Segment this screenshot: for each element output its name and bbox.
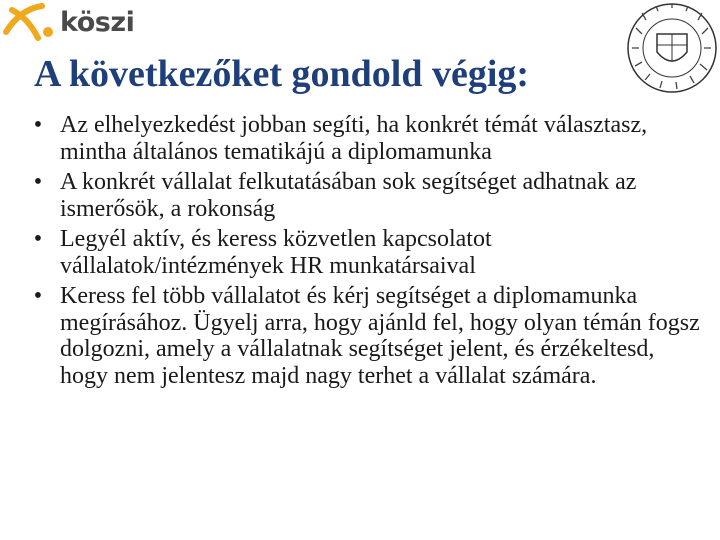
slide-title: A következőket gondold végig: xyxy=(34,53,530,95)
logo-text: köszi xyxy=(60,6,135,38)
bullet-list xyxy=(28,112,708,393)
bullet-item xyxy=(28,112,708,165)
bullet-icon: • xyxy=(33,226,43,252)
bullet-icon: • xyxy=(33,283,43,309)
bullet-item xyxy=(28,283,708,389)
bullet-text: Az elhelyezkedést jobban segíti, ha konkrét témát választasz, mintha általános tematikájú a diplomamunka xyxy=(60,112,648,165)
bullet-text: Keress fel több vállalatot és kérj segítséget a diplomamunka megírásához. Ügyelj arra, hogy ajánld fel, hogy olyan témán fogsz dolgozni, amely a vállalatnak segítséget jelent, és érzékeltesd, hogy nem jelentesz majd nagy terhet a vállalat számára. xyxy=(60,283,700,389)
bullet-item xyxy=(28,169,708,222)
bullet-icon: • xyxy=(33,112,43,138)
koszi-logo-mark-icon xyxy=(2,2,58,42)
university-seal-icon xyxy=(620,0,720,100)
bullet-item xyxy=(28,226,708,279)
koszi-logo xyxy=(2,2,134,42)
bullet-icon: • xyxy=(33,169,43,195)
bullet-text: A konkrét vállalat felkutatásában sok segítséget adhatnak az ismerősök, a rokonság xyxy=(60,169,637,222)
bullet-text: Legyél aktív, és keress közvetlen kapcsolatot vállalatok/intézmények HR munkatársaival xyxy=(60,226,492,279)
